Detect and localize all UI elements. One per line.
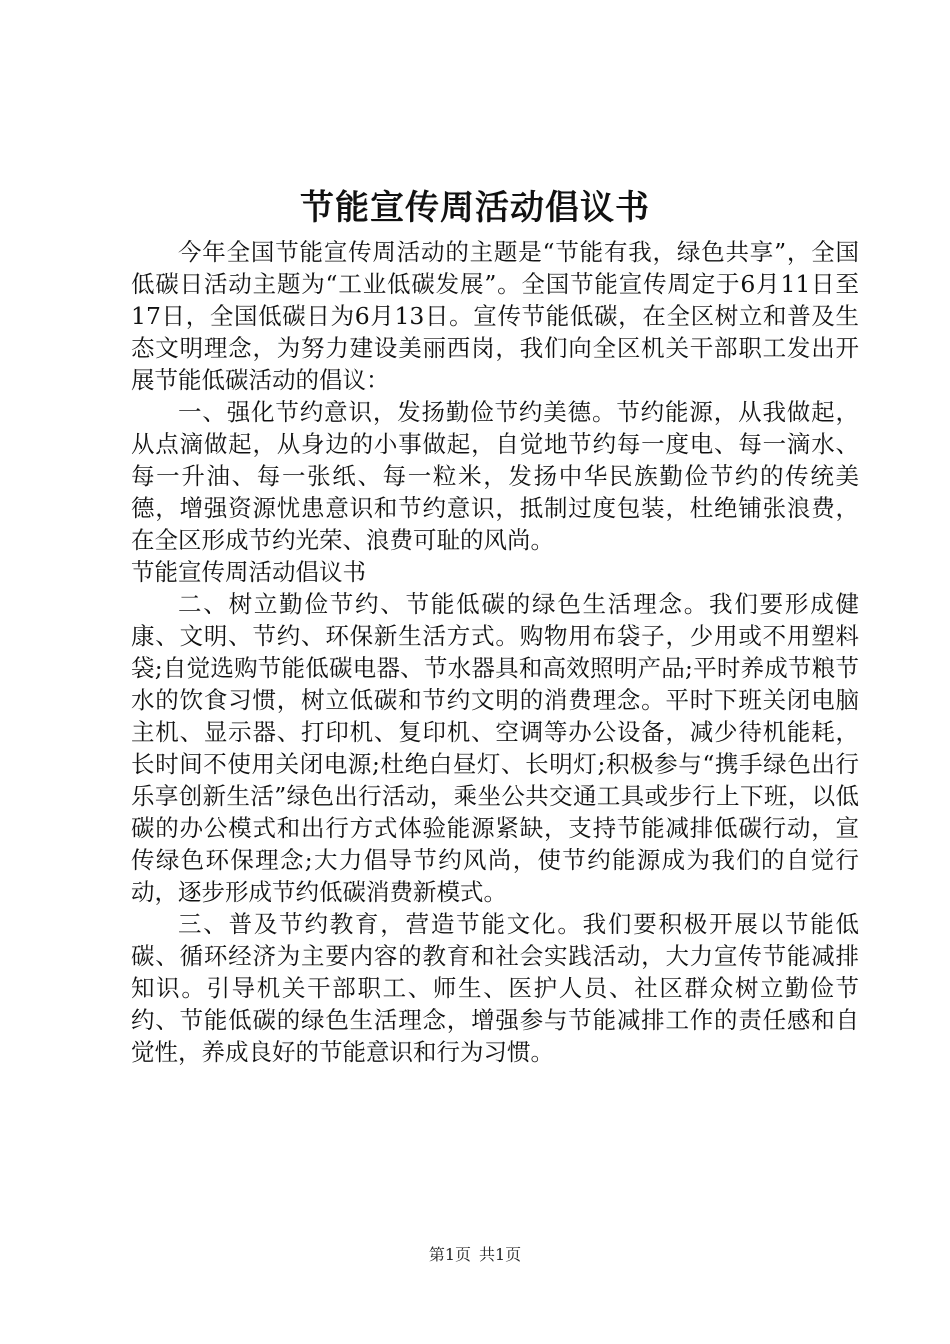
paragraph-repeated-title: 节能宣传周活动倡议书 [131,558,366,586]
paragraph-section-1: 一、强化节约意识，发扬勤俭节约美德。节约能源，从我做起，从点滴做起，从身边的小事做起，自觉地节约每一度电、每一滴水、每一升油、每一张纸、每一粒米，发扬中华民族勤俭节约的传统美德，增强资源忧患意识和节约意识，抵制过度包装，杜绝铺张浪费，在全区形成节约光荣、浪费可耻的风尚。 [131,398,859,554]
paragraph-section-3: 三、普及节约教育，营造节能文化。我们要积极开展以节能低碳、循环经济为主要内容的教育和社会实践活动，大力宣传节能减排知识。引导机关干部职工、师生、医护人员、社区群众树立勤俭节约、节能低碳的绿色生活理念，增强参与节能减排工作的责任感和自觉性，养成良好的节能意识和行为习惯。 [131,910,859,1066]
paragraph-section-2: 二、树立勤俭节约、节能低碳的绿色生活理念。我们要形成健康、文明、节约、环保新生活方式。购物用布袋子，少用或不用塑料袋;自觉选购节能低碳电器、节水器具和高效照明产品;平时养成节粮节水的饮食习惯，树立低碳和节约文明的消费理念。平时下班关闭电脑主机、显示器、打印机、复印机、空调等办公设备，减少待机能耗，长时间不使用关闭电源;杜绝白昼灯、长明灯;积极参与“携手绿色出行乐享创新生活”绿色出行活动，乘坐公共交通工具或步行上下班，以低碳的办公模式和出行方式体验能源紧缺，支持节能减排低碳行动，宣传绿色环保理念;大力倡导节约风尚，使节约能源成为我们的自觉行动，逐步形成节约低碳消费新模式。 [131,590,859,906]
page-total: 共1页 [479,1245,522,1264]
page-number: 第1页 [428,1245,471,1264]
paragraph-intro: 今年全国节能宣传周活动的主题是“节能有我，绿色共享”，全国低碳日活动主题为“工业低碳发展”。全国节能宣传周定于6月11日至17日，全国低碳日为6月13日。宣传节能低碳，在全区树立和普及生态文明理念，为努力建设美丽西岗，我们向全区机关干部职工发出开展节能低碳活动的倡议： [131,238,859,394]
document-body [131,236,859,1068]
page-footer [0,1244,950,1266]
document-title: 节能宣传周活动倡议书 [300,188,650,228]
